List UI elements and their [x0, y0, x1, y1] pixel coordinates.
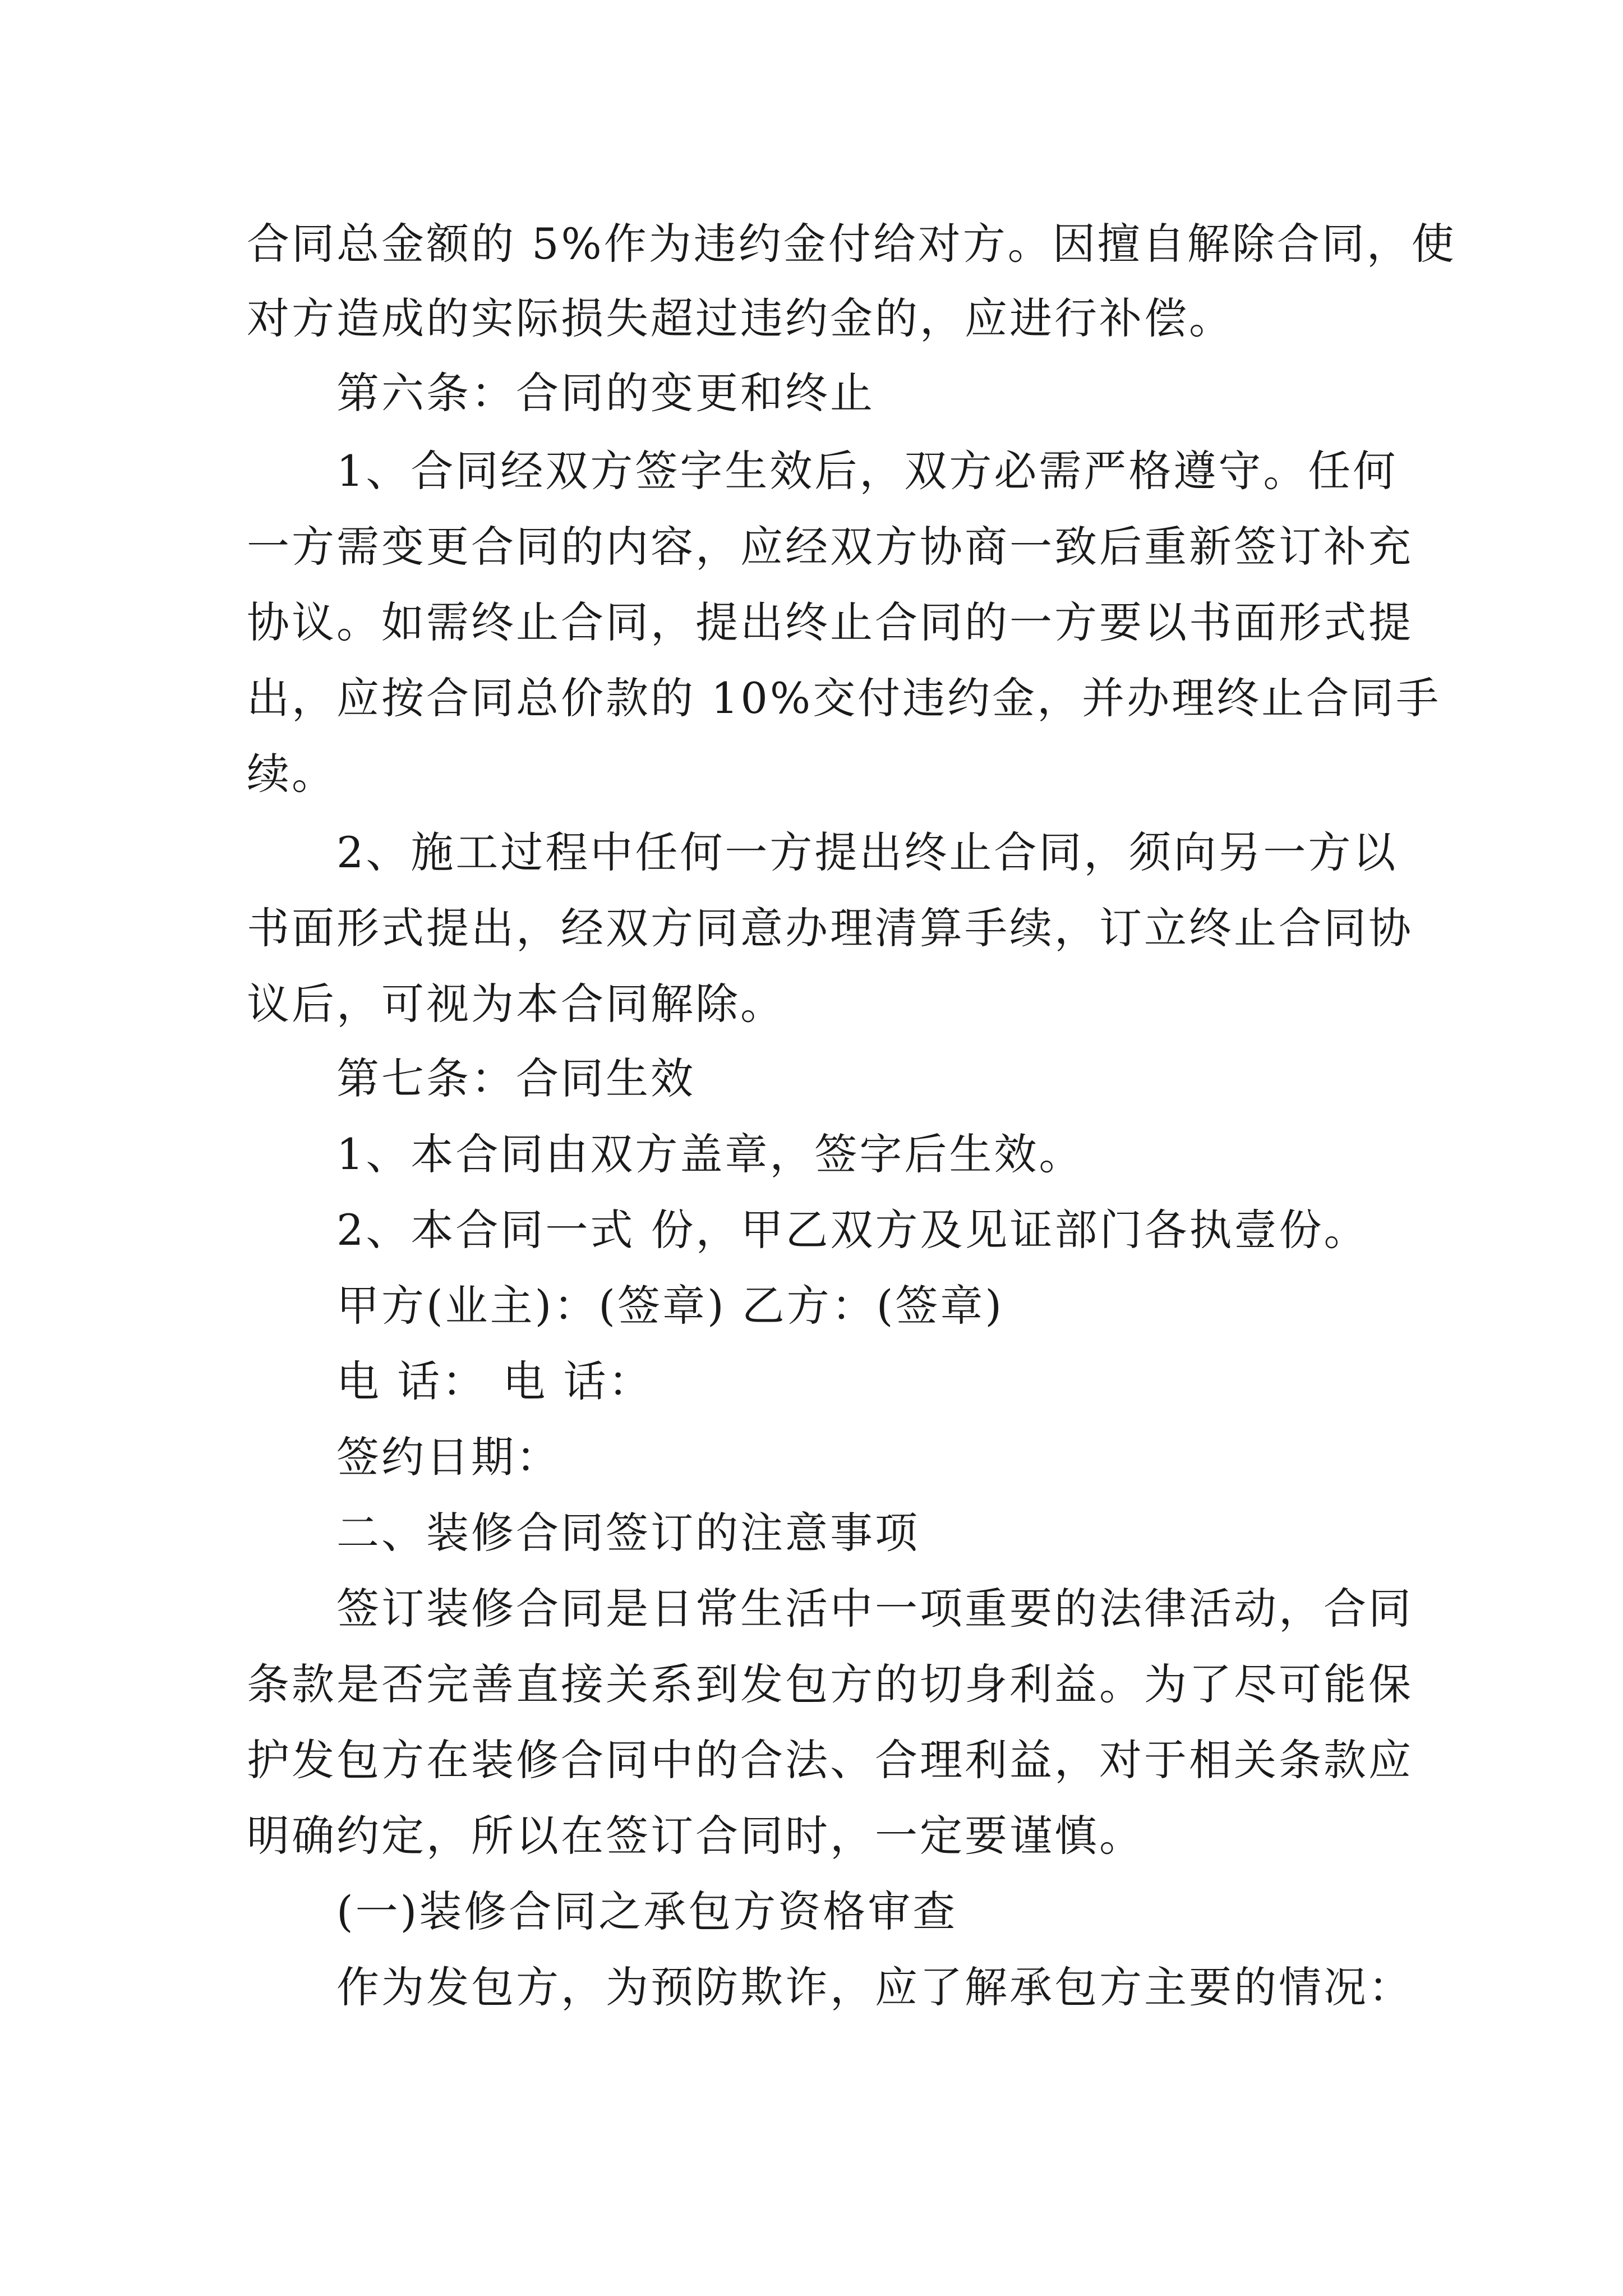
- text-line: 2、本合同一式 份，甲乙双方及见证部门各执壹份。: [336, 1205, 1369, 1255]
- text-line: 议后，可视为本合同解除。: [247, 979, 785, 1029]
- text-line: 续。: [247, 749, 336, 799]
- text-line: 护发包方在装修合同中的合法、合理利益，对于相关条款应: [247, 1735, 1413, 1785]
- text-line: 书面形式提出，经双方同意办理清算手续，订立终止合同协: [247, 903, 1413, 953]
- signature-line: 甲方(业主)：(签章) 乙方：(签章): [336, 1281, 1004, 1331]
- text-line: 1、本合同由双方盖章，签字后生效。: [336, 1129, 1084, 1179]
- text-line: 协议。如需终止合同，提出终止合同的一方要以书面形式提: [247, 597, 1413, 647]
- text-line: 出，应按合同总价款的 10%交付违约金，并办理终止合同手: [247, 673, 1441, 723]
- phone-line: 电 话： 电 话：: [336, 1356, 653, 1406]
- text-line: 条款是否完善直接关系到发包方的切身利益。为了尽可能保: [247, 1659, 1413, 1709]
- text-line: 对方造成的实际损失超过违约金的，应进行补偿。: [247, 293, 1234, 343]
- text-line: 签订装修合同是日常生活中一项重要的法律活动，合同: [336, 1584, 1413, 1634]
- text-line: 作为发包方，为预防欺诈，应了解承包方主要的情况：: [336, 1962, 1413, 2012]
- article-heading: 第七条：合同生效: [336, 1053, 695, 1103]
- date-line: 签约日期：: [336, 1432, 561, 1482]
- section-heading: 二、装修合同签订的注意事项: [336, 1508, 920, 1558]
- text-line: 合同总金额的 5%作为违约金付给对方。因擅自解除合同，使: [247, 219, 1456, 269]
- text-line: 一方需变更合同的内容，应经双方协商一致后重新签订补充: [247, 522, 1413, 572]
- text-line: 明确约定，所以在签订合同时，一定要谨慎。: [247, 1811, 1144, 1861]
- text-line: 2、施工过程中任何一方提出终止合同，须向另一方以: [336, 827, 1398, 877]
- subsection-heading: (一)装修合同之承包方资格审查: [336, 1887, 958, 1936]
- text-line: 1、合同经双方签字生效后，双方必需严格遵守。任何: [336, 446, 1398, 496]
- article-heading: 第六条：合同的变更和终止: [336, 368, 875, 418]
